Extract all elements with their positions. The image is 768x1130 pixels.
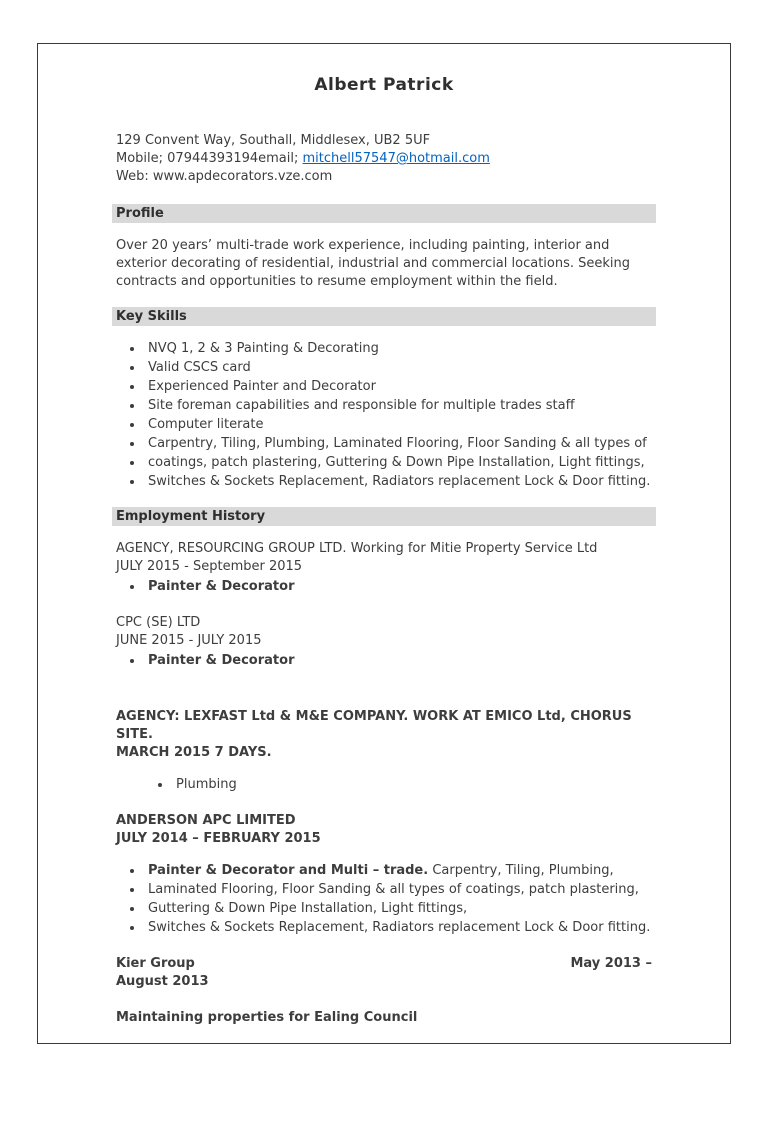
job-kier-group xyxy=(116,955,652,1027)
job-dates: May 2013 – xyxy=(570,956,652,971)
key-skill-item: • coatings, patch plastering, Guttering & Down Pipe Installation, Light fittings, xyxy=(144,454,652,472)
profile-text: Over 20 years’ multi-trade work experience, including painting, interior and exterior decorating of residential, industrial and commercial locations. Seeking contracts and opportunities to resume employment within the field. xyxy=(116,238,631,289)
job-role-list xyxy=(116,652,652,670)
key-skills-list xyxy=(116,340,652,491)
job-anderson-apc xyxy=(116,812,652,937)
job-duty: • Laminated Flooring, Floor Sanding & all types of coatings, patch plastering, xyxy=(144,881,652,899)
key-skill-item: • Computer literate xyxy=(144,416,652,434)
job-role: • Painter & Decorator xyxy=(144,652,652,670)
email-link[interactable]: mitchell57547@hotmail.com xyxy=(302,151,490,166)
job-duty: • Switches & Sockets Replacement, Radiators replacement Lock & Door fitting. xyxy=(144,919,652,937)
key-skill-item: • Carpentry, Tiling, Plumbing, Laminated Flooring, Floor Sanding & all types of xyxy=(144,435,652,453)
section-heading-employment: Employment History xyxy=(112,507,656,526)
job-dates: JUNE 2015 - JULY 2015 xyxy=(116,633,262,648)
contact-web: Web: www.apdecorators.vze.com xyxy=(116,169,333,184)
job-duty-list xyxy=(116,862,652,937)
key-skill-item: • Site foreman capabilities and responsible for multiple trades staff xyxy=(144,397,652,415)
contact-mobile: Mobile; 07944393194email; xyxy=(116,151,303,166)
job-lexfast-emico xyxy=(116,708,652,794)
job-dates: MARCH 2015 7 DAYS. xyxy=(116,745,272,760)
contact-block xyxy=(116,132,652,186)
section-heading-key-skills: Key Skills xyxy=(112,307,656,326)
page-title: Albert Patrick xyxy=(314,75,454,95)
job-duty xyxy=(144,862,652,880)
job-duty: • Guttering & Down Pipe Installation, Light fittings, xyxy=(144,900,652,918)
job-agency-resourcing xyxy=(116,540,652,596)
job-role: • Plumbing xyxy=(172,776,652,794)
job-employer: CPC (SE) LTD xyxy=(116,615,201,630)
job-role-list xyxy=(144,776,652,794)
job-dates: JULY 2015 - September 2015 xyxy=(116,559,303,574)
job-employer: AGENCY: LEXFAST Ltd & M&E COMPANY. WORK AT EMICO Ltd, CHORUS SITE. xyxy=(116,709,632,742)
resume-page xyxy=(37,43,731,1044)
job-dates-continued: August 2013 xyxy=(116,974,209,989)
key-skill-item: • NVQ 1, 2 & 3 Painting & Decorating xyxy=(144,340,652,358)
job-dates: JULY 2014 – FEBRUARY 2015 xyxy=(116,831,321,846)
job-employer: Kier Group xyxy=(116,956,195,971)
job-employer: AGENCY, RESOURCING GROUP LTD. Working for Mitie Property Service Ltd xyxy=(116,541,598,556)
job-role: Painter & Decorator and Multi – trade. xyxy=(148,863,429,878)
key-skill-item: • Valid CSCS card xyxy=(144,359,652,377)
job-role: • Painter & Decorator xyxy=(144,578,652,596)
contact-address: 129 Convent Way, Southall, Middlesex, UB2 5UF xyxy=(116,133,431,148)
section-heading-profile: Profile xyxy=(112,204,656,223)
job-role-list xyxy=(116,578,652,596)
job-description: Maintaining properties for Ealing Council xyxy=(116,1010,418,1025)
job-header-row xyxy=(116,955,652,973)
job-cpc-se xyxy=(116,614,652,670)
job-employer: ANDERSON APC LIMITED xyxy=(116,813,296,828)
contact-mobile-email xyxy=(116,150,652,168)
job-duty-detail: Carpentry, Tiling, Plumbing, xyxy=(428,863,614,878)
key-skill-item: • Experienced Painter and Decorator xyxy=(144,378,652,396)
key-skill-item: • Switches & Sockets Replacement, Radiators replacement Lock & Door fitting. xyxy=(144,473,652,491)
